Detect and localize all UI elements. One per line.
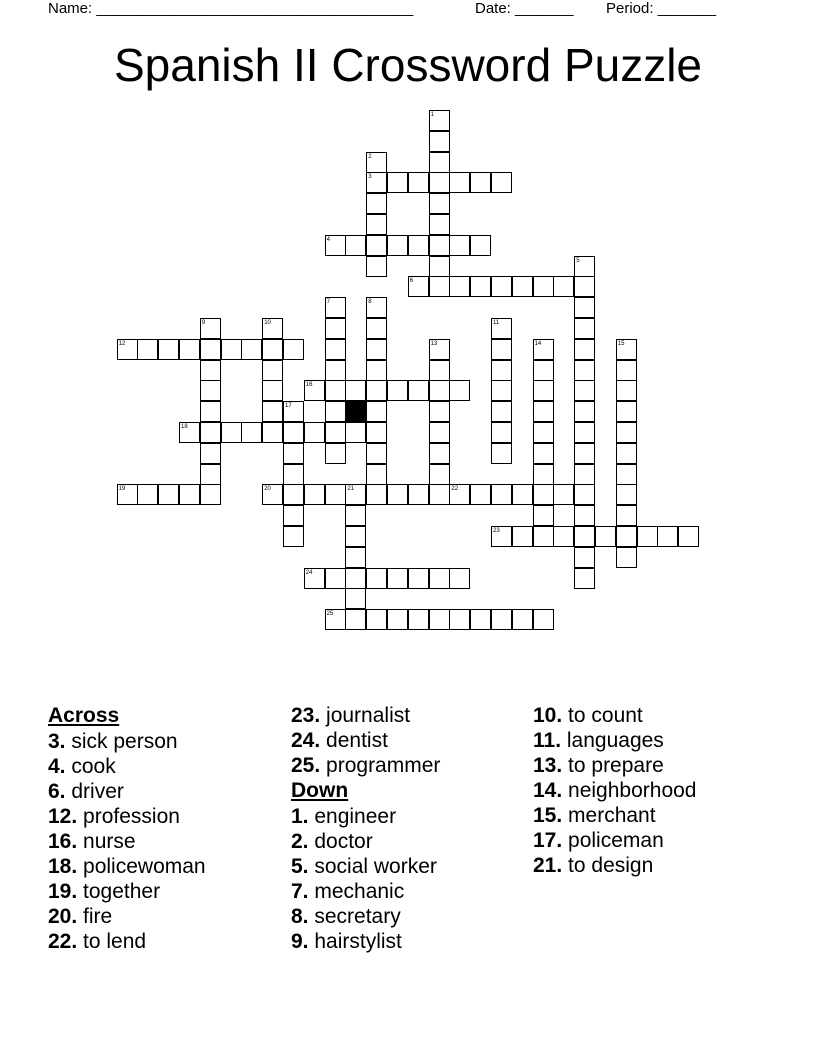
grid-cell[interactable] xyxy=(553,276,574,297)
down-clue xyxy=(533,753,697,778)
clue-text: languages xyxy=(561,729,664,752)
grid-cell[interactable] xyxy=(262,422,283,443)
clue-number: 19. xyxy=(48,880,78,903)
grid-cell[interactable] xyxy=(387,609,408,630)
clue-number-label: 13 xyxy=(430,340,438,347)
grid-cell[interactable] xyxy=(387,484,408,505)
grid-cell[interactable] xyxy=(533,360,554,381)
grid-cell[interactable] xyxy=(491,360,512,381)
grid-cell[interactable] xyxy=(574,297,595,318)
grid-cell[interactable] xyxy=(366,464,387,485)
grid-cell[interactable] xyxy=(429,172,450,193)
clue-number-label: 10 xyxy=(264,320,271,326)
grid-cell[interactable] xyxy=(345,235,366,256)
grid-cell[interactable] xyxy=(512,276,533,297)
clue-number-label: 14 xyxy=(534,340,542,347)
down-clue xyxy=(291,879,440,904)
down-clue xyxy=(291,929,440,954)
grid-cell[interactable] xyxy=(345,547,366,568)
clue-number-label: 21 xyxy=(347,486,355,493)
grid-cell[interactable] xyxy=(429,360,450,381)
across-clue xyxy=(48,779,206,804)
across-clue xyxy=(48,804,206,829)
grid-cell[interactable] xyxy=(574,464,595,485)
clue-text: fire xyxy=(77,905,113,928)
grid-cell[interactable] xyxy=(533,484,554,505)
grid-cell[interactable] xyxy=(283,484,304,505)
grid-cell[interactable] xyxy=(366,443,387,464)
clue-number: 17. xyxy=(533,829,563,852)
grid-cell[interactable] xyxy=(408,609,429,630)
grid-cell[interactable] xyxy=(366,235,387,256)
clue-text: engineer xyxy=(308,805,397,828)
grid-cell[interactable] xyxy=(574,318,595,339)
clue-number: 5. xyxy=(291,855,309,878)
grid-cell[interactable] xyxy=(366,568,387,589)
grid-cell[interactable] xyxy=(512,484,533,505)
grid-cell[interactable] xyxy=(449,568,470,589)
clue-number: 25. xyxy=(291,754,321,777)
clue-text: policewoman xyxy=(77,855,206,878)
grid-cell[interactable] xyxy=(429,443,450,464)
clue-text: social worker xyxy=(308,855,437,878)
grid-cell[interactable] xyxy=(345,568,366,589)
clue-number: 23. xyxy=(291,704,321,727)
grid-cell[interactable] xyxy=(262,360,283,381)
clue-number-label: 2 xyxy=(368,153,372,160)
clue-number-label: 20 xyxy=(264,486,271,493)
grid-cell[interactable] xyxy=(429,152,450,173)
grid-cell[interactable] xyxy=(408,568,429,589)
down-clue xyxy=(291,804,440,829)
clue-text: together xyxy=(77,880,161,903)
grid-cell[interactable] xyxy=(491,422,512,443)
clue-text: driver xyxy=(65,780,124,803)
clue-number-label: 1 xyxy=(430,112,434,118)
down-clue xyxy=(533,803,697,828)
grid-cell[interactable] xyxy=(366,339,387,360)
clue-number: 14. xyxy=(533,779,563,802)
grid-cell[interactable] xyxy=(283,422,304,443)
clues-column-1 xyxy=(48,703,206,954)
grid-cell[interactable] xyxy=(429,568,450,589)
grid-cell[interactable] xyxy=(325,422,346,443)
clue-text: to lend xyxy=(77,930,147,953)
grid-cell[interactable] xyxy=(283,505,304,526)
grid-cell[interactable] xyxy=(470,235,491,256)
grid-cell[interactable] xyxy=(533,526,554,547)
grid-cell[interactable] xyxy=(325,568,346,589)
date-field: Date: _______ xyxy=(475,0,574,17)
grid-cell[interactable] xyxy=(200,422,221,443)
grid-cell[interactable] xyxy=(512,609,533,630)
grid-cell[interactable] xyxy=(533,464,554,485)
period-field: Period: _______ xyxy=(606,0,717,17)
grid-cell[interactable] xyxy=(470,484,491,505)
grid-cell[interactable] xyxy=(408,380,429,401)
grid-cell[interactable] xyxy=(470,609,491,630)
grid-cell[interactable] xyxy=(429,464,450,485)
grid-cell[interactable] xyxy=(616,526,637,547)
clue-text: mechanic xyxy=(308,880,405,903)
grid-cell[interactable] xyxy=(387,235,408,256)
clue-number: 7. xyxy=(291,880,309,903)
grid-cell[interactable] xyxy=(179,484,200,505)
grid-cell[interactable] xyxy=(449,276,470,297)
grid-cell[interactable] xyxy=(574,276,595,297)
grid-cell[interactable] xyxy=(200,443,221,464)
grid-cell[interactable] xyxy=(325,380,346,401)
grid-cell[interactable] xyxy=(429,380,450,401)
grid-cell[interactable] xyxy=(595,526,616,547)
across-clue xyxy=(48,829,206,854)
clue-text: policeman xyxy=(562,829,664,852)
grid-cell[interactable] xyxy=(283,443,304,464)
down-heading: Down xyxy=(291,779,349,802)
clue-text: to count xyxy=(562,704,643,727)
grid-cell[interactable] xyxy=(533,609,554,630)
clue-number-label: 5 xyxy=(576,257,580,264)
grid-cell[interactable] xyxy=(512,526,533,547)
grid-cell[interactable] xyxy=(616,443,637,464)
grid-cell[interactable] xyxy=(345,526,366,547)
grid-cell[interactable] xyxy=(345,505,366,526)
grid-cell[interactable] xyxy=(304,422,325,443)
grid-cell[interactable] xyxy=(325,484,346,505)
grid-cell[interactable] xyxy=(283,464,304,485)
grid-cell[interactable] xyxy=(429,256,450,277)
grid-cell[interactable] xyxy=(449,609,470,630)
grid-cell[interactable] xyxy=(429,401,450,422)
grid-cell[interactable] xyxy=(221,422,242,443)
clue-number-label: 7 xyxy=(326,299,330,306)
grid-cell[interactable] xyxy=(491,276,512,297)
grid-cell[interactable] xyxy=(429,422,450,443)
grid-cell[interactable] xyxy=(616,380,637,401)
clue-text: secretary xyxy=(308,905,401,928)
grid-cell[interactable] xyxy=(137,484,158,505)
grid-cell[interactable] xyxy=(574,339,595,360)
grid-cell[interactable] xyxy=(574,422,595,443)
grid-cell[interactable] xyxy=(200,339,221,360)
clue-text: sick person xyxy=(65,730,178,753)
down-clue xyxy=(291,854,440,879)
clue-number: 1. xyxy=(291,805,309,828)
grid-cell[interactable] xyxy=(616,505,637,526)
clue-number-label: 17 xyxy=(285,403,292,410)
grid-cell[interactable] xyxy=(304,484,325,505)
grid-cell[interactable] xyxy=(408,235,429,256)
grid-cell[interactable] xyxy=(241,422,262,443)
clue-number: 10. xyxy=(533,704,563,727)
clue-number: 3. xyxy=(48,730,66,753)
grid-cell[interactable] xyxy=(616,464,637,485)
grid-cell[interactable] xyxy=(262,339,283,360)
grid-cell[interactable] xyxy=(283,339,304,360)
clue-number-label: 25 xyxy=(326,611,334,618)
grid-cell[interactable] xyxy=(366,380,387,401)
grid-cell[interactable] xyxy=(366,422,387,443)
clue-number-label: 6 xyxy=(409,278,414,285)
grid-cell[interactable] xyxy=(553,526,574,547)
clue-text: nurse xyxy=(77,830,136,853)
clue-number-label: 23 xyxy=(493,528,500,534)
clue-text: profession xyxy=(77,805,180,828)
grid-cell[interactable] xyxy=(429,193,450,214)
grid-cell[interactable] xyxy=(366,484,387,505)
grid-cell[interactable] xyxy=(491,401,512,422)
clue-text: programmer xyxy=(320,754,441,777)
down-clue xyxy=(291,829,440,854)
clue-number: 4. xyxy=(48,755,66,778)
clue-number: 24. xyxy=(291,729,321,752)
grid-cell[interactable] xyxy=(325,360,346,381)
clue-number: 9. xyxy=(291,930,309,953)
grid-cell[interactable] xyxy=(200,401,221,422)
clue-number: 13. xyxy=(533,754,563,777)
grid-cell[interactable] xyxy=(574,484,595,505)
clue-number: 12. xyxy=(48,805,78,828)
clue-number: 18. xyxy=(48,855,78,878)
grid-cell[interactable] xyxy=(678,526,699,547)
across-clue xyxy=(291,753,440,778)
grid-cell[interactable] xyxy=(533,401,554,422)
clue-text: cook xyxy=(65,755,116,778)
across-clue xyxy=(48,904,206,929)
grid-cell[interactable] xyxy=(345,609,366,630)
clue-number: 20. xyxy=(48,905,78,928)
clue-text: neighborhood xyxy=(562,779,697,802)
grid-cell[interactable] xyxy=(179,339,200,360)
grid-cell[interactable] xyxy=(491,172,512,193)
clue-text: doctor xyxy=(308,830,373,853)
clue-number: 21. xyxy=(533,854,563,877)
grid-cell[interactable] xyxy=(616,401,637,422)
down-clue xyxy=(533,703,697,728)
grid-cell[interactable] xyxy=(574,401,595,422)
clue-number: 22. xyxy=(48,930,78,953)
grid-cell[interactable] xyxy=(262,380,283,401)
grid-cell[interactable] xyxy=(325,401,346,422)
grid-cell[interactable] xyxy=(429,609,450,630)
across-clue xyxy=(291,703,440,728)
clue-number-label: 16 xyxy=(305,382,313,389)
clue-number: 6. xyxy=(48,780,66,803)
down-clue xyxy=(533,828,697,853)
clue-number-label: 3 xyxy=(368,174,372,181)
clue-number: 2. xyxy=(291,830,309,853)
grid-cell[interactable] xyxy=(345,380,366,401)
clue-number: 11. xyxy=(533,729,562,752)
clue-number-label: 9 xyxy=(201,320,206,326)
clue-text: hairstylist xyxy=(308,930,402,953)
clue-number-label: 22 xyxy=(451,486,459,493)
grid-cell[interactable] xyxy=(408,484,429,505)
grid-cell[interactable] xyxy=(657,526,678,547)
clue-number-label: 18 xyxy=(181,424,188,430)
clue-number: 8. xyxy=(291,905,309,928)
grid-cell[interactable] xyxy=(262,401,283,422)
grid-cell[interactable] xyxy=(637,526,658,547)
clue-number-label: 19 xyxy=(118,486,126,493)
across-clue xyxy=(48,754,206,779)
grid-cell[interactable] xyxy=(325,339,346,360)
grid-cell[interactable] xyxy=(574,505,595,526)
grid-cell[interactable] xyxy=(533,276,554,297)
grid-cell[interactable] xyxy=(200,380,221,401)
grid-cell[interactable] xyxy=(533,380,554,401)
name-field: Name: ______________________________________ xyxy=(48,0,414,17)
clue-number-label: 12 xyxy=(118,340,126,347)
grid-cell[interactable] xyxy=(491,609,512,630)
grid-cell[interactable] xyxy=(574,568,595,589)
grid-cell[interactable] xyxy=(366,318,387,339)
grid-cell[interactable] xyxy=(137,339,158,360)
clue-number-label: 24 xyxy=(305,569,313,576)
grid-cell[interactable] xyxy=(470,276,491,297)
clue-text: journalist xyxy=(320,704,411,727)
clue-text: dentist xyxy=(320,729,388,752)
clue-text: to prepare xyxy=(562,754,664,777)
grid-cell[interactable] xyxy=(449,235,470,256)
grid-cell[interactable] xyxy=(200,484,221,505)
grid-cell[interactable] xyxy=(366,401,387,422)
clue-number-label: 11 xyxy=(493,320,500,326)
grid-cell[interactable] xyxy=(283,526,304,547)
across-heading: Across xyxy=(48,704,120,727)
grid-cell[interactable] xyxy=(533,505,554,526)
clue-number: 15. xyxy=(533,804,563,827)
grid-cell[interactable] xyxy=(616,547,637,568)
across-clue xyxy=(48,854,206,879)
grid-cell[interactable] xyxy=(533,422,554,443)
grid-cell[interactable] xyxy=(200,360,221,381)
grid-cell[interactable] xyxy=(200,464,221,485)
grid-cell[interactable] xyxy=(158,339,179,360)
down-clue xyxy=(533,778,697,803)
grid-cell[interactable] xyxy=(574,443,595,464)
grid-cell[interactable] xyxy=(241,339,262,360)
across-clue xyxy=(291,728,440,753)
down-clue xyxy=(533,728,697,753)
down-clue xyxy=(533,853,697,878)
across-clue xyxy=(48,929,206,954)
grid-cell[interactable] xyxy=(387,172,408,193)
clue-number-label: 15 xyxy=(617,340,625,347)
grid-cell[interactable] xyxy=(366,609,387,630)
grid-cell[interactable] xyxy=(387,568,408,589)
clue-number-label: 8 xyxy=(368,299,372,306)
clues-column-3 xyxy=(533,703,697,878)
grid-cell[interactable] xyxy=(616,484,637,505)
grid-cell[interactable] xyxy=(366,360,387,381)
grid-cell[interactable] xyxy=(387,380,408,401)
clue-number-label: 4 xyxy=(326,236,330,243)
black-square xyxy=(345,401,366,422)
grid-cell[interactable] xyxy=(616,360,637,381)
down-clue xyxy=(291,904,440,929)
grid-cell[interactable] xyxy=(429,276,450,297)
page-title: Spanish II Crossword Puzzle xyxy=(113,39,703,91)
grid-cell[interactable] xyxy=(325,443,346,464)
across-clue xyxy=(48,729,206,754)
grid-cell[interactable] xyxy=(158,484,179,505)
across-clue xyxy=(48,879,206,904)
grid-cell[interactable] xyxy=(345,588,366,609)
grid-cell[interactable] xyxy=(491,339,512,360)
grid-cell[interactable] xyxy=(491,484,512,505)
grid-cell[interactable] xyxy=(470,172,491,193)
grid-cell[interactable] xyxy=(345,422,366,443)
grid-cell[interactable] xyxy=(221,339,242,360)
grid-cell[interactable] xyxy=(429,131,450,152)
grid-cell[interactable] xyxy=(449,380,470,401)
grid-cell[interactable] xyxy=(574,547,595,568)
clues-column-2 xyxy=(291,703,440,954)
grid-cell[interactable] xyxy=(491,443,512,464)
grid-cell[interactable] xyxy=(574,360,595,381)
grid-cell[interactable] xyxy=(429,484,450,505)
grid-cell[interactable] xyxy=(366,193,387,214)
grid-cell[interactable] xyxy=(574,380,595,401)
grid-cell[interactable] xyxy=(616,422,637,443)
grid-cell[interactable] xyxy=(553,484,574,505)
clue-text: to design xyxy=(562,854,654,877)
grid-cell[interactable] xyxy=(449,172,470,193)
grid-cell[interactable] xyxy=(429,235,450,256)
grid-cell[interactable] xyxy=(429,214,450,235)
grid-cell[interactable] xyxy=(574,526,595,547)
grid-cell[interactable] xyxy=(408,172,429,193)
grid-cell[interactable] xyxy=(491,380,512,401)
grid-cell[interactable] xyxy=(533,443,554,464)
grid-cell[interactable] xyxy=(325,318,346,339)
clue-number: 16. xyxy=(48,830,78,853)
grid-cell[interactable] xyxy=(366,256,387,277)
clue-text: merchant xyxy=(562,804,656,827)
grid-cell[interactable] xyxy=(366,214,387,235)
